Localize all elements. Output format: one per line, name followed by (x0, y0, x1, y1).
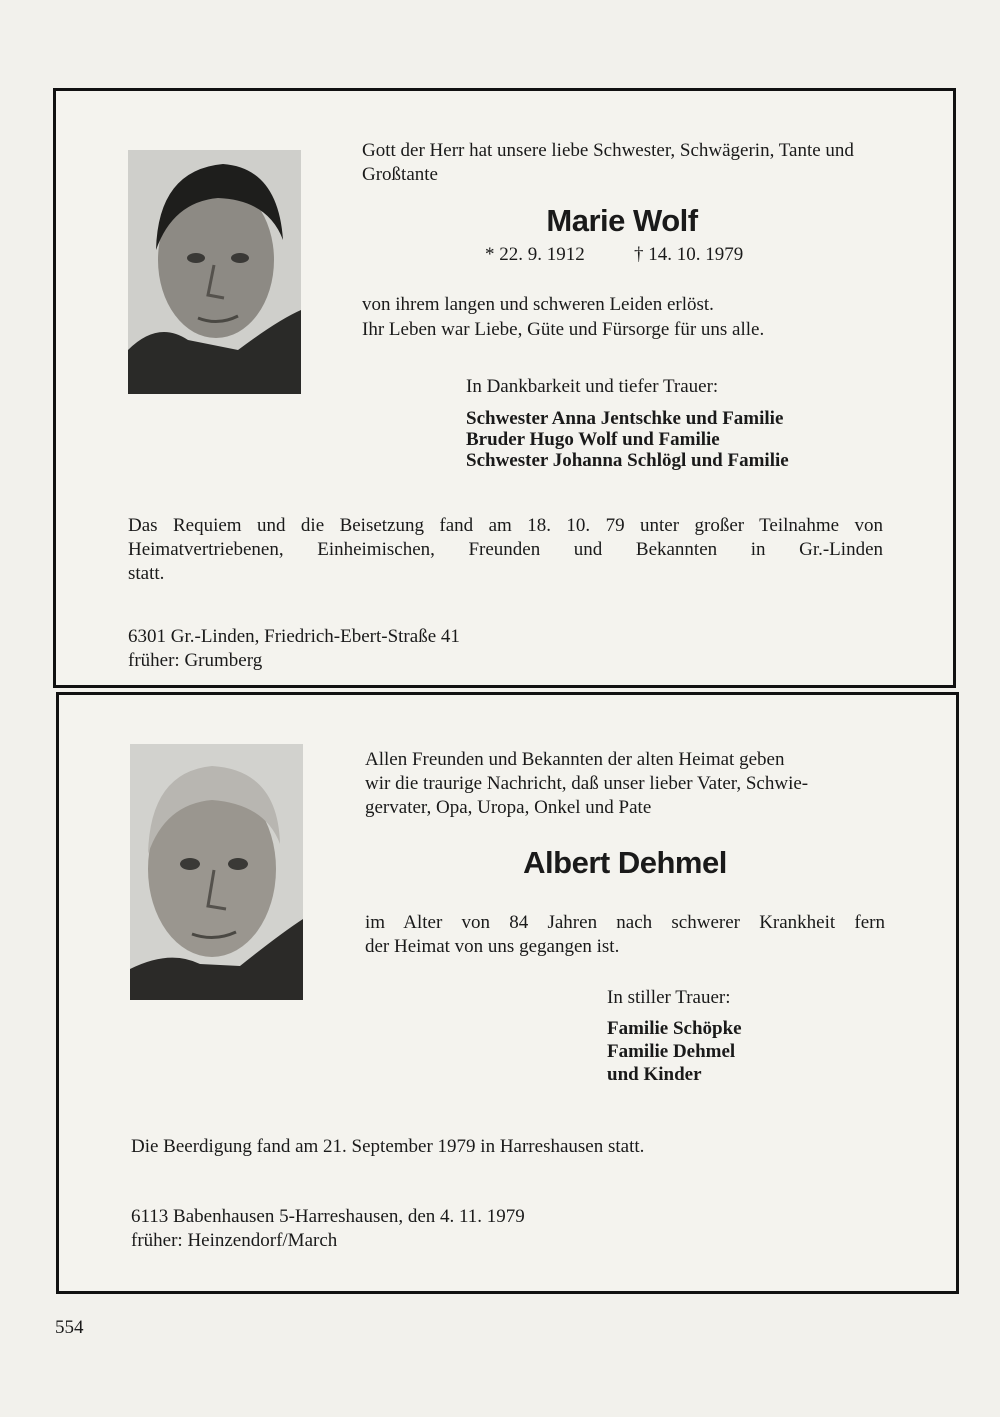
deceased-name: Marie Wolf (546, 203, 698, 238)
funeral-line: Das Requiem und die Beisetzung fand am 18. 10. 79 unter großer Teilnahme von (128, 515, 883, 536)
message-line: der Heimat von uns gegangen ist. (365, 936, 620, 957)
intro-line: Allen Freunden und Bekannten der alten Heimat geben (365, 749, 785, 770)
portrait-photo-albert-dehmel (130, 744, 303, 1000)
death-date: † 14. 10. 1979 (634, 244, 744, 265)
funeral-line: statt. (128, 563, 165, 584)
mourner: Bruder Hugo Wolf und Familie (466, 429, 720, 450)
obituary-marie-wolf (53, 88, 956, 688)
intro-line: wir die traurige Nachricht, daß unser lieber Vater, Schwie- (365, 773, 809, 794)
address: 6113 Babenhausen 5-Harreshausen, den 4. 11. 1979 (131, 1206, 525, 1227)
message-line: von ihrem langen und schweren Leiden erlöst. (362, 294, 714, 315)
portrait-photo-marie-wolf (128, 150, 301, 394)
former-residence: früher: Heinzendorf/March (131, 1230, 338, 1251)
birth-date: * 22. 9. 1912 (485, 244, 585, 265)
mourner: Familie Schöpke (607, 1018, 742, 1039)
funeral-line: Heimatvertriebenen, Einheimischen, Freunden und Bekannten in Gr.-Linden (128, 539, 883, 560)
funeral-text: Die Beerdigung fand am 21. September 1979 in Harreshausen statt. (131, 1136, 645, 1157)
intro-text: Gott der Herr hat unsere liebe Schwester, Schwägerin, Tante und Großtante (362, 140, 854, 185)
mourning-heading: In stiller Trauer: (607, 987, 731, 1008)
deceased-name: Albert Dehmel (523, 845, 727, 880)
mourning-heading: In Dankbarkeit und tiefer Trauer: (466, 376, 719, 397)
address: 6301 Gr.-Linden, Friedrich-Ebert-Straße 41 (128, 626, 460, 647)
former-residence: früher: Grumberg (128, 650, 263, 671)
mourner: Schwester Johanna Schlögl und Familie (466, 450, 789, 471)
mourner: Schwester Anna Jentschke und Familie (466, 408, 784, 429)
page-number: 554 (55, 1317, 84, 1338)
message-line: im Alter von 84 Jahren nach schwerer Krankheit fern (365, 912, 885, 933)
intro-line: gervater, Opa, Uropa, Onkel und Pate (365, 797, 652, 818)
obituary-albert-dehmel (56, 692, 959, 1294)
mourner: Familie Dehmel (607, 1041, 736, 1062)
mourner: und Kinder (607, 1064, 702, 1085)
message-line: Ihr Leben war Liebe, Güte und Fürsorge für uns alle. (362, 319, 765, 340)
